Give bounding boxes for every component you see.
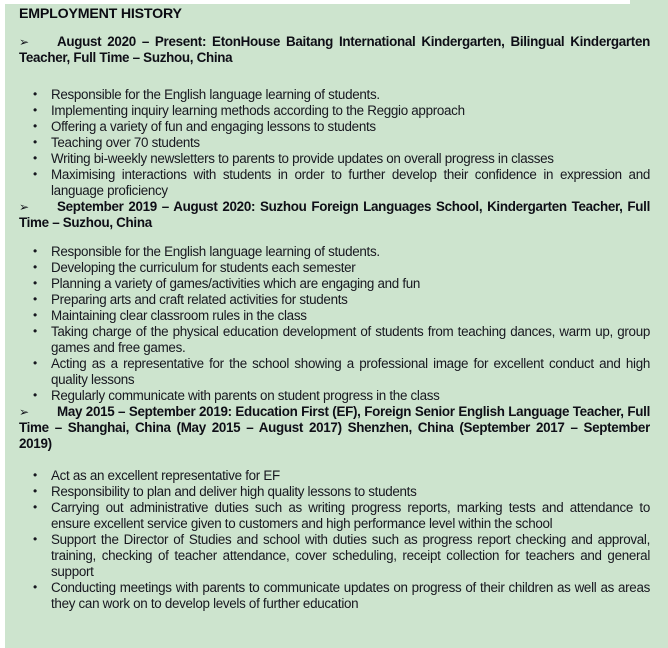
duty-list-etonhouse <box>19 87 650 199</box>
list-item <box>33 308 650 324</box>
list-item <box>33 103 650 119</box>
section-heading: EMPLOYMENT HISTORY <box>19 6 182 22</box>
list-item <box>33 356 650 388</box>
duty-text: Maintaining clear classroom rules in the class <box>51 308 307 323</box>
duty-text: Writing bi-weekly newsletters to parents to provide updates on overall progress in classes <box>51 151 554 166</box>
duty-text: Implementing inquiry learning methods according to the Reggio approach <box>51 103 465 118</box>
duty-text: Taking charge of the physical education development of students from teaching dances, warm up, group games and free games. <box>51 324 650 355</box>
duty-text: Carrying out administrative duties such as writing progress reports, marking tests and attendance to ensure excellent service given to customers and high performance level within the school <box>51 500 650 531</box>
duty-list-suzhou-foreign-languages <box>19 244 650 404</box>
list-item <box>33 292 650 308</box>
duty-text: Planning a variety of games/activities which are engaging and fun <box>51 276 421 291</box>
round-bullet-icon: • <box>33 276 37 290</box>
duty-text: Responsibility to plan and deliver high quality lessons to students <box>51 484 417 499</box>
duty-text: Act as an excellent representative for EF <box>51 468 280 483</box>
job-title-text: August 2020 – Present: EtonHouse Baitang International Kindergarten, Bilingual Kindergarten Teacher, Full Time – Suzhou, China <box>19 34 650 65</box>
list-item <box>33 151 650 167</box>
list-item <box>33 260 650 276</box>
list-item <box>33 276 650 292</box>
duty-text: Acting as a representative for the school showing a professional image for excellent conduct and high quality lessons <box>51 356 650 387</box>
job-title-etonhouse <box>19 34 650 66</box>
duty-text: Preparing arts and craft related activities for students <box>51 292 348 307</box>
list-item <box>33 580 650 612</box>
round-bullet-icon: • <box>33 87 37 101</box>
job-title-suzhou-foreign-languages <box>19 199 650 231</box>
duty-text: Offering a variety of fun and engaging lessons to students <box>51 119 376 134</box>
duty-text: Teaching over 70 students <box>51 135 200 150</box>
round-bullet-icon: • <box>33 324 37 338</box>
duty-text: Developing the curriculum for students each semester <box>51 260 356 275</box>
round-bullet-icon: • <box>33 119 37 133</box>
round-bullet-icon: • <box>33 103 37 117</box>
round-bullet-icon: • <box>33 356 37 370</box>
round-bullet-icon: • <box>33 244 37 258</box>
list-item <box>33 324 650 356</box>
duty-text: Support the Director of Studies and school with duties such as progress report checking and approval, training, checking of teacher attendance, cover scheduling, receipt collection for teachers and general support <box>51 532 650 579</box>
list-item <box>33 388 650 404</box>
round-bullet-icon: • <box>33 151 37 165</box>
round-bullet-icon: • <box>33 532 37 546</box>
job-title-education-first <box>19 404 650 452</box>
duty-text: Regularly communicate with parents on student progress in the class <box>51 388 440 403</box>
round-bullet-icon: • <box>33 580 37 594</box>
round-bullet-icon: • <box>33 388 37 402</box>
round-bullet-icon: • <box>33 292 37 306</box>
round-bullet-icon: • <box>33 468 37 482</box>
list-item <box>33 119 650 135</box>
job-title-text: September 2019 – August 2020: Suzhou Foreign Languages School, Kindergarten Teacher, Full Time – Suzhou, China <box>19 199 650 230</box>
round-bullet-icon: • <box>33 135 37 149</box>
job-title-text: May 2015 – September 2019: Education First (EF), Foreign Senior English Language Teacher, Full Time – Shanghai, China (May 2015 – August 2017) Shenzhen, China (September 2017 – September 2019) <box>19 404 650 451</box>
duty-text: Responsible for the English language learning of students. <box>51 87 380 102</box>
list-item <box>33 532 650 580</box>
page-top-edge <box>0 0 630 4</box>
duty-text: Maximising interactions with students in order to further develop their confidence in expression and language proficiency <box>51 167 650 198</box>
list-item <box>33 484 650 500</box>
round-bullet-icon: • <box>33 308 37 322</box>
arrow-bullet-icon: ➢ <box>19 35 29 49</box>
employment-history-section <box>19 4 650 648</box>
round-bullet-icon: • <box>33 500 37 514</box>
arrow-bullet-icon: ➢ <box>19 200 29 214</box>
arrow-bullet-icon: ➢ <box>19 405 29 419</box>
list-item <box>33 167 650 199</box>
list-item <box>33 500 650 532</box>
duty-text: Responsible for the English language learning of students. <box>51 244 380 259</box>
round-bullet-icon: • <box>33 484 37 498</box>
list-item <box>33 468 650 484</box>
duty-text: Conducting meetings with parents to communicate updates on progress of their children as well as areas they can work on to develop levels of further education <box>51 580 650 611</box>
round-bullet-icon: • <box>33 167 37 181</box>
duty-list-education-first <box>19 468 650 612</box>
list-item <box>33 135 650 151</box>
list-item <box>33 87 650 103</box>
list-item <box>33 244 650 260</box>
round-bullet-icon: • <box>33 260 37 274</box>
